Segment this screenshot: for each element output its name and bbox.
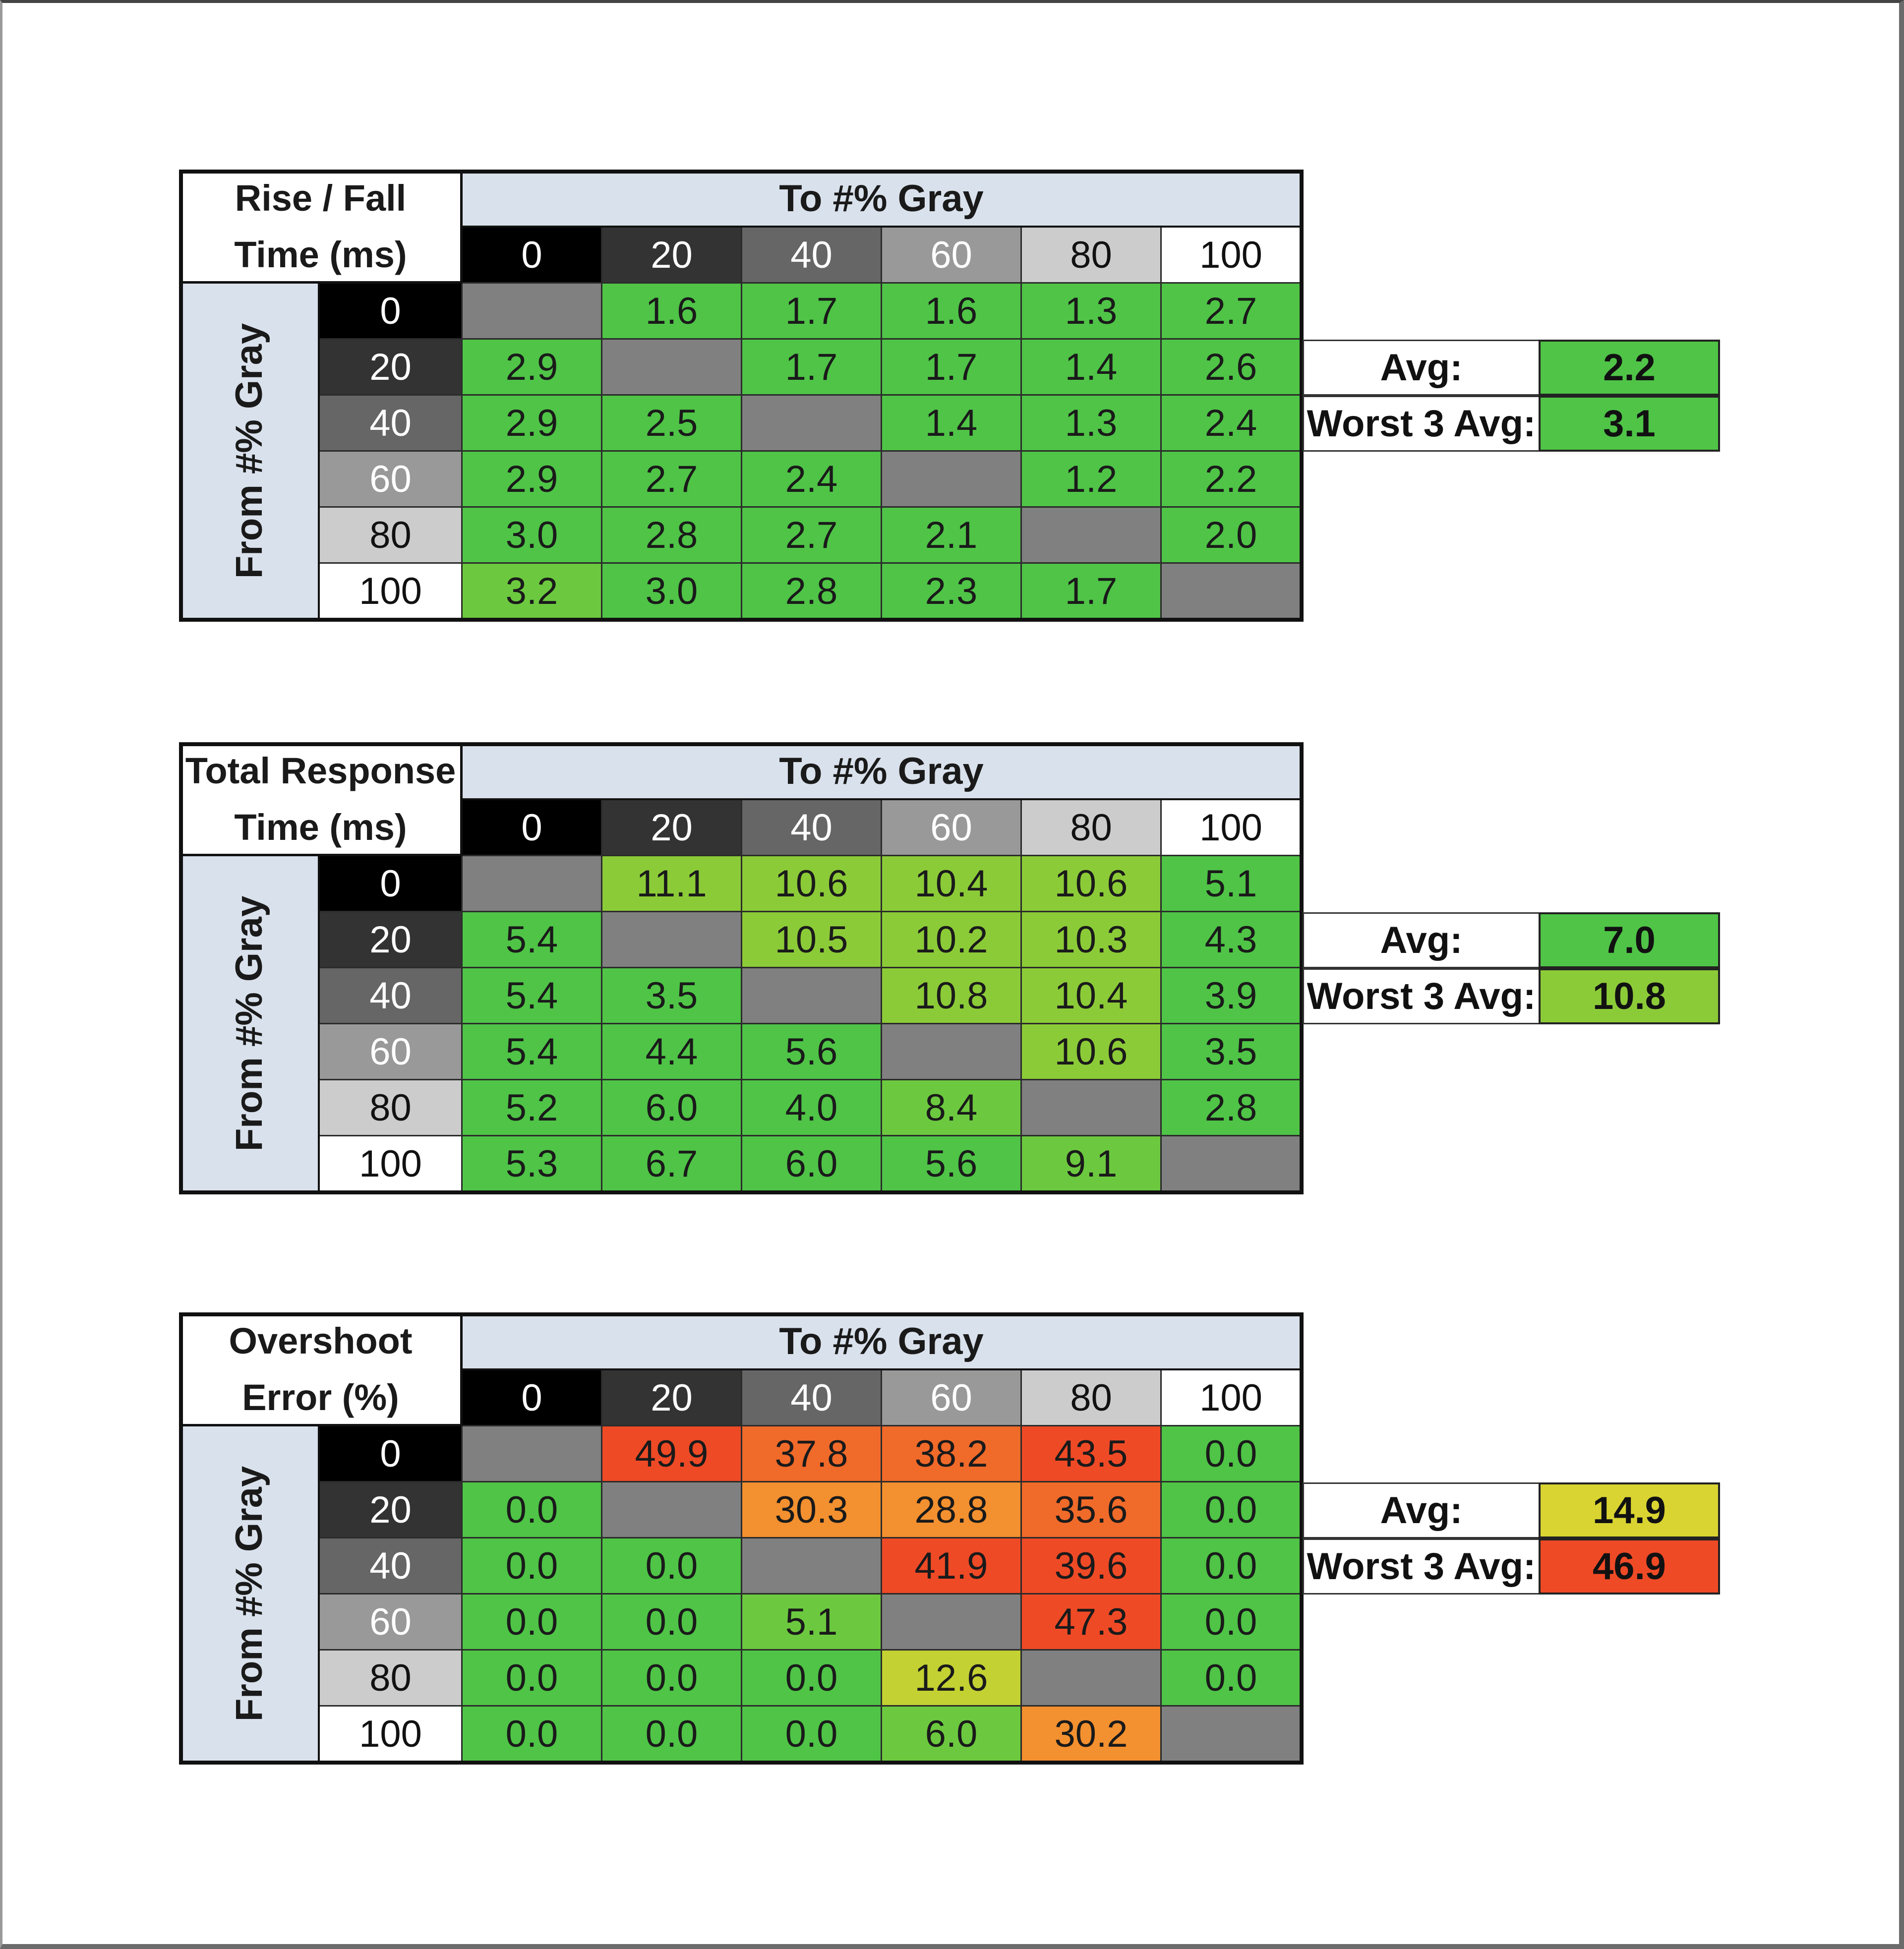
row-header: 100	[320, 564, 463, 620]
column-header: 100	[1162, 1370, 1302, 1426]
value-cell: 1.7	[742, 340, 882, 396]
value-cell: 10.4	[1022, 968, 1162, 1024]
value-cell: 6.0	[742, 1136, 882, 1192]
row-header: 0	[320, 284, 463, 340]
table-title-line: Error (%)	[242, 1376, 399, 1418]
column-header: 60	[882, 228, 1022, 284]
column-header: 80	[1022, 1370, 1162, 1426]
value-cell: 38.2	[882, 1426, 1022, 1482]
value-cell: 0.0	[1162, 1651, 1302, 1707]
avg-label: Avg:	[1303, 912, 1539, 968]
value-cell: 5.6	[742, 1024, 882, 1080]
column-header: 60	[882, 800, 1022, 856]
value-cell: 47.3	[1022, 1595, 1162, 1651]
value-cell: 1.6	[882, 284, 1022, 340]
worst3-avg-value: 46.9	[1539, 1538, 1720, 1595]
value-cell: 0.0	[1162, 1426, 1302, 1482]
table-title	[181, 744, 463, 856]
value-cell: 2.7	[602, 452, 742, 508]
value-cell: 3.0	[602, 564, 742, 620]
diagonal-cell	[1022, 1080, 1162, 1136]
avg-value: 2.2	[1539, 340, 1720, 396]
value-cell: 0.0	[463, 1595, 602, 1651]
column-axis-label: To #% Gray	[463, 172, 1302, 228]
value-cell: 5.4	[463, 912, 602, 968]
avg-value: 14.9	[1539, 1482, 1720, 1538]
value-cell: 0.0	[742, 1707, 882, 1763]
value-cell: 0.0	[602, 1538, 742, 1595]
value-cell: 5.1	[742, 1595, 882, 1651]
value-cell: 3.0	[463, 508, 602, 564]
value-cell: 3.2	[463, 564, 602, 620]
value-cell: 30.3	[742, 1482, 882, 1538]
value-cell: 0.0	[463, 1482, 602, 1538]
table-title-line: Rise / Fall	[235, 177, 407, 219]
value-cell: 1.4	[1022, 340, 1162, 396]
row-axis-label-text: From #% Gray	[228, 895, 271, 1152]
row-header: 80	[320, 1080, 463, 1136]
worst3-avg-value: 3.1	[1539, 396, 1720, 452]
rise-fall-time-table	[2, 3, 1904, 612]
value-cell: 10.5	[742, 912, 882, 968]
row-header: 60	[320, 1024, 463, 1080]
worst3-avg-value: 10.8	[1539, 968, 1720, 1024]
row-header: 60	[320, 452, 463, 508]
column-axis-label: To #% Gray	[463, 1314, 1302, 1370]
value-cell: 9.1	[1022, 1136, 1162, 1192]
column-header: 100	[1162, 800, 1302, 856]
row-header: 20	[320, 1482, 463, 1538]
value-cell: 6.0	[602, 1080, 742, 1136]
diagonal-cell	[742, 1538, 882, 1595]
diagonal-cell	[882, 1024, 1022, 1080]
diagonal-cell	[1022, 1651, 1162, 1707]
value-cell: 10.8	[882, 968, 1022, 1024]
value-cell: 2.8	[742, 564, 882, 620]
row-header: 40	[320, 968, 463, 1024]
table-title-line: Total Response	[185, 750, 456, 791]
value-cell: 2.0	[1162, 508, 1302, 564]
value-cell: 2.8	[602, 508, 742, 564]
value-cell: 1.7	[1022, 564, 1162, 620]
value-cell: 3.9	[1162, 968, 1302, 1024]
value-cell: 5.6	[882, 1136, 1022, 1192]
avg-value: 7.0	[1539, 912, 1720, 968]
row-header: 40	[320, 1538, 463, 1595]
value-cell: 1.3	[1022, 284, 1162, 340]
diagonal-cell	[1162, 1707, 1302, 1763]
diagonal-cell	[463, 1426, 602, 1482]
total-response-time-table	[2, 576, 1904, 1185]
row-header: 0	[320, 856, 463, 912]
diagonal-cell	[742, 396, 882, 452]
diagonal-cell	[602, 912, 742, 968]
row-header: 100	[320, 1136, 463, 1192]
column-header: 0	[463, 800, 602, 856]
value-cell: 0.0	[463, 1538, 602, 1595]
value-cell: 10.6	[1022, 1024, 1162, 1080]
value-cell: 3.5	[1162, 1024, 1302, 1080]
column-header: 80	[1022, 228, 1162, 284]
table-title-line: Time (ms)	[234, 806, 407, 848]
diagonal-cell	[463, 856, 602, 912]
value-cell: 8.4	[882, 1080, 1022, 1136]
worst3-avg-label: Worst 3 Avg:	[1303, 968, 1539, 1024]
value-cell: 30.2	[1022, 1707, 1162, 1763]
column-header: 20	[602, 1370, 742, 1426]
overshoot-error-table	[2, 1146, 1904, 1755]
value-cell: 2.5	[602, 396, 742, 452]
value-cell: 0.0	[602, 1651, 742, 1707]
value-cell: 2.8	[1162, 1080, 1302, 1136]
column-header: 40	[742, 1370, 882, 1426]
row-axis-label	[181, 1426, 320, 1763]
value-cell: 2.9	[463, 340, 602, 396]
value-cell: 1.2	[1022, 452, 1162, 508]
value-cell: 35.6	[1022, 1482, 1162, 1538]
column-header: 40	[742, 228, 882, 284]
column-header: 0	[463, 1370, 602, 1426]
column-axis-label: To #% Gray	[463, 744, 1302, 800]
value-cell: 0.0	[602, 1595, 742, 1651]
value-cell: 10.6	[1022, 856, 1162, 912]
diagonal-cell	[882, 1595, 1022, 1651]
diagonal-cell	[1022, 508, 1162, 564]
column-header: 40	[742, 800, 882, 856]
table-title-line: Time (ms)	[234, 234, 407, 275]
value-cell: 2.9	[463, 452, 602, 508]
column-header: 20	[602, 228, 742, 284]
value-cell: 2.4	[742, 452, 882, 508]
value-cell: 3.5	[602, 968, 742, 1024]
diagonal-cell	[602, 1482, 742, 1538]
value-cell: 10.6	[742, 856, 882, 912]
row-header: 40	[320, 396, 463, 452]
value-cell: 2.6	[1162, 340, 1302, 396]
avg-label: Avg:	[1303, 1482, 1539, 1538]
value-cell: 43.5	[1022, 1426, 1162, 1482]
value-cell: 1.7	[742, 284, 882, 340]
value-cell: 41.9	[882, 1538, 1022, 1595]
row-axis-label-text: From #% Gray	[228, 1466, 271, 1722]
value-cell: 11.1	[602, 856, 742, 912]
column-header: 60	[882, 1370, 1022, 1426]
row-axis-label	[181, 856, 320, 1192]
value-cell: 0.0	[742, 1651, 882, 1707]
row-header: 80	[320, 1651, 463, 1707]
row-header: 80	[320, 508, 463, 564]
value-cell: 1.7	[882, 340, 1022, 396]
row-header: 100	[320, 1707, 463, 1763]
value-cell: 10.3	[1022, 912, 1162, 968]
avg-label: Avg:	[1303, 340, 1539, 396]
row-axis-label-text: From #% Gray	[228, 323, 271, 579]
row-header: 20	[320, 340, 463, 396]
value-cell: 10.2	[882, 912, 1022, 968]
value-cell: 4.0	[742, 1080, 882, 1136]
value-cell: 0.0	[463, 1651, 602, 1707]
column-header: 20	[602, 800, 742, 856]
column-header: 100	[1162, 228, 1302, 284]
value-cell: 37.8	[742, 1426, 882, 1482]
value-cell: 0.0	[463, 1707, 602, 1763]
value-cell: 4.4	[602, 1024, 742, 1080]
value-cell: 5.3	[463, 1136, 602, 1192]
value-cell: 1.4	[882, 396, 1022, 452]
value-cell: 0.0	[1162, 1538, 1302, 1595]
diagonal-cell	[602, 340, 742, 396]
value-cell: 2.7	[1162, 284, 1302, 340]
diagonal-cell	[463, 284, 602, 340]
value-cell: 5.2	[463, 1080, 602, 1136]
value-cell: 2.2	[1162, 452, 1302, 508]
row-axis-label	[181, 284, 320, 620]
table-title-line: Overshoot	[229, 1320, 413, 1361]
value-cell: 0.0	[602, 1707, 742, 1763]
value-cell: 39.6	[1022, 1538, 1162, 1595]
value-cell: 1.6	[602, 284, 742, 340]
row-header: 60	[320, 1595, 463, 1651]
value-cell: 5.4	[463, 1024, 602, 1080]
value-cell: 5.4	[463, 968, 602, 1024]
column-header: 80	[1022, 800, 1162, 856]
value-cell: 1.3	[1022, 396, 1162, 452]
column-header: 0	[463, 228, 602, 284]
value-cell: 6.7	[602, 1136, 742, 1192]
table-title	[181, 172, 463, 284]
table-title	[181, 1314, 463, 1426]
value-cell: 2.4	[1162, 396, 1302, 452]
diagonal-cell	[742, 968, 882, 1024]
value-cell: 2.1	[882, 508, 1022, 564]
value-cell: 0.0	[1162, 1482, 1302, 1538]
value-cell: 2.9	[463, 396, 602, 452]
value-cell: 10.4	[882, 856, 1022, 912]
row-header: 0	[320, 1426, 463, 1482]
value-cell: 28.8	[882, 1482, 1022, 1538]
value-cell: 0.0	[1162, 1595, 1302, 1651]
diagonal-cell	[882, 452, 1022, 508]
value-cell: 5.1	[1162, 856, 1302, 912]
value-cell: 2.7	[742, 508, 882, 564]
value-cell: 49.9	[602, 1426, 742, 1482]
worst3-avg-label: Worst 3 Avg:	[1303, 396, 1539, 452]
value-cell: 6.0	[882, 1707, 1022, 1763]
value-cell: 4.3	[1162, 912, 1302, 968]
row-header: 20	[320, 912, 463, 968]
value-cell: 2.3	[882, 564, 1022, 620]
worst3-avg-label: Worst 3 Avg:	[1303, 1538, 1539, 1595]
value-cell: 12.6	[882, 1651, 1022, 1707]
